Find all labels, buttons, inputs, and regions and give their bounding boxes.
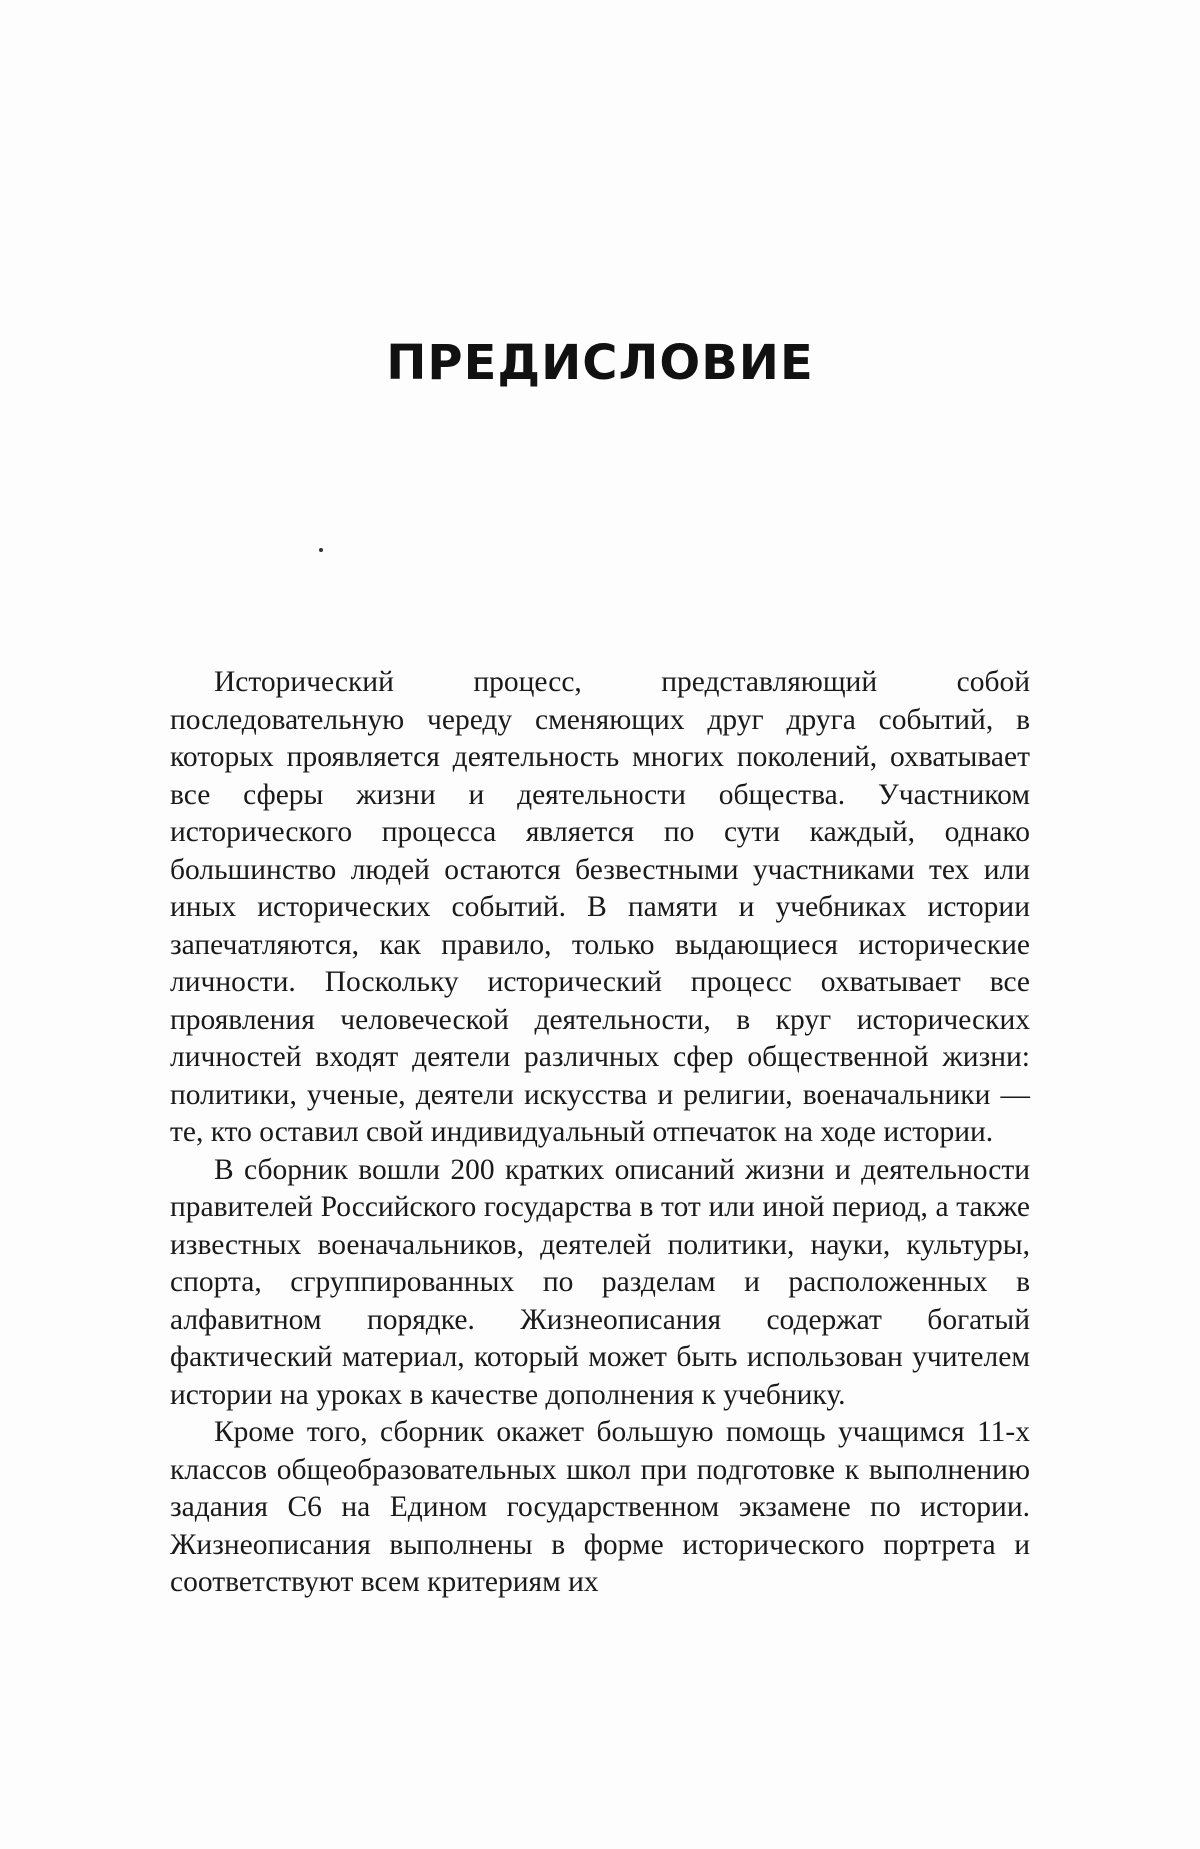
paragraph-1: Исторический процесс, представляющий собой последовательную череду сменяющих друг друга событий, в которых проявляется деятельность многих поколений, охватывает все сферы жизни и деятельности общества. Участником исторического процесса является по сути каждый, однако большинство людей остаются безвестными участниками тех или иных исторических событий. В памяти и учебниках истории запечатляются, как правило, только выдающиеся исторические личности. Поскольку исторический процесс охватывает все проявления человеческой деятельности, в круг исторических личностей входят деятели различных сфер общественной жизни: политики, ученые, деятели искусства и религии, военачальники — те, кто оставил свой индивидуальный отпечаток на ходе истории. xyxy=(170,666,1030,1148)
paragraph-3: Кроме того, сборник окажет большую помощь учащимся 11-х классов общеобразовательных школ при подготовке к выполнению задания С6 на Едином государственном экзамене по истории. Жизнеописания выполнены в форме исторического портрета и соответствуют всем критериям их xyxy=(170,1416,1030,1598)
print-speck xyxy=(319,548,323,552)
paragraph-2: В сборник вошли 200 кратких описаний жизни и деятельности правителей Российского государства в тот или иной период, а также известных военачальников, деятелей политики, науки, культуры, спорта, сгруппированных по разделам и расположенных в алфавитном порядке. Жизнеописания содержат богатый фактический материал, который может быть использован учителем истории на уроках в качестве дополнения к учебнику. xyxy=(170,1153,1030,1411)
page-heading: ПРЕДИСЛОВИЕ xyxy=(386,335,814,391)
preface-text xyxy=(170,664,1030,1602)
